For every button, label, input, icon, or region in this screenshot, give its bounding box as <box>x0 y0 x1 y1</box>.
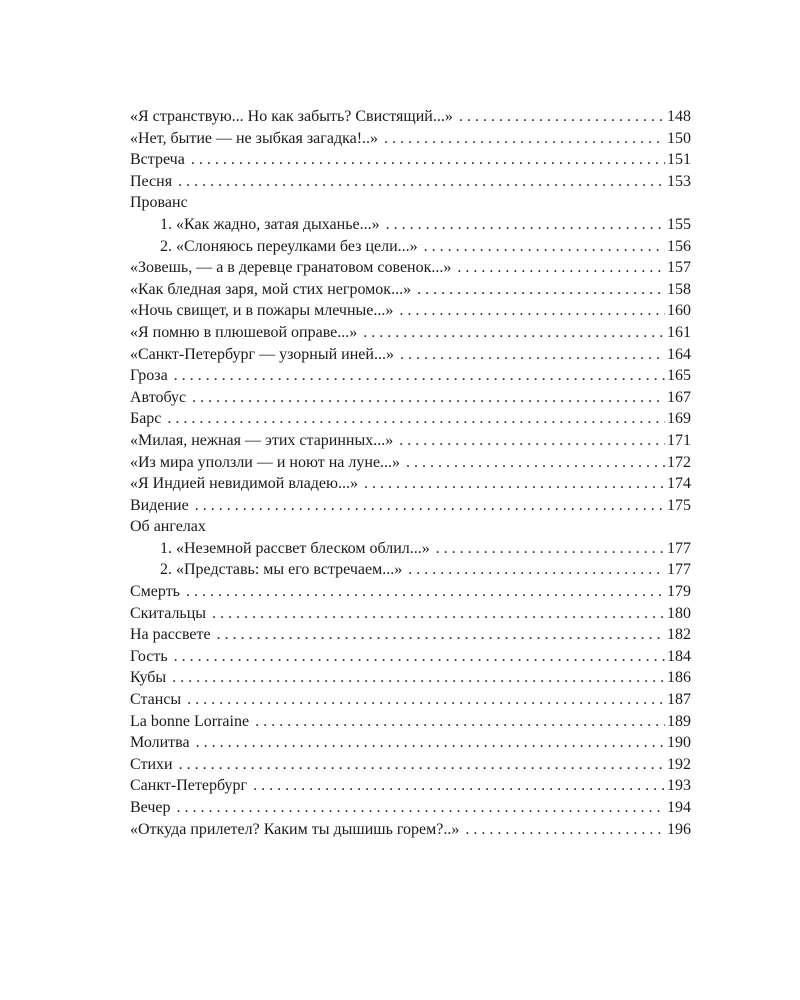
toc-section-heading <box>130 192 691 214</box>
toc-entry-title: «Ночь свищет, и в пожары млечные...» <box>130 302 394 320</box>
toc-entry-title: Автобус <box>130 388 187 406</box>
toc-entry <box>130 430 691 452</box>
toc-entry-title: Гость <box>130 647 168 665</box>
dot-leader <box>255 711 665 733</box>
dot-leader <box>384 128 665 150</box>
toc-entry-page: 179 <box>667 583 691 601</box>
toc-entry <box>130 775 691 797</box>
dot-leader <box>192 387 665 409</box>
dot-leader <box>436 538 665 560</box>
toc-entry <box>130 711 691 733</box>
toc-entry <box>130 452 691 474</box>
dot-leader <box>174 646 665 668</box>
toc-entry-page: 158 <box>667 280 691 298</box>
toc-entry-page: 193 <box>667 777 691 795</box>
toc-entry-page: 184 <box>667 647 691 665</box>
toc-entry-title: «Я странствую... Но как забыть? Свистящий...» <box>130 108 453 125</box>
dot-leader <box>364 473 665 495</box>
toc-subentry <box>130 214 691 236</box>
toc-section-title: Об ангелах <box>130 518 206 536</box>
toc-entry <box>130 754 691 776</box>
toc-entry-page: 169 <box>667 410 691 428</box>
toc-entry <box>130 732 691 754</box>
toc-entry <box>130 667 691 689</box>
toc-entry-page: 175 <box>667 496 691 514</box>
dot-leader <box>187 689 665 711</box>
dot-leader <box>196 732 665 754</box>
dot-leader <box>172 667 665 689</box>
toc-entry-page: 153 <box>667 172 691 190</box>
dot-leader <box>217 624 665 646</box>
toc-entry-page: 187 <box>667 691 691 709</box>
toc-entry <box>130 819 691 841</box>
dot-leader <box>167 408 665 430</box>
toc-entry-page: 155 <box>667 215 691 233</box>
dot-leader <box>400 344 665 366</box>
toc-entry-page: 171 <box>667 431 691 449</box>
toc-entry <box>130 279 691 301</box>
toc-entry <box>130 365 691 387</box>
toc-entry-page: 164 <box>667 345 691 363</box>
toc-entry <box>130 624 691 646</box>
toc-entry-title: Встреча <box>130 151 185 169</box>
toc-entry <box>130 646 691 668</box>
toc-entry <box>130 797 691 819</box>
toc-entry <box>130 603 691 625</box>
dot-leader <box>417 279 665 301</box>
toc-entry-title: «Откуда прилетел? Каким ты дышишь горем?..» <box>130 820 460 838</box>
dot-leader <box>195 495 665 517</box>
toc-entry-page: 177 <box>667 561 691 579</box>
toc-entry <box>130 581 691 603</box>
dot-leader <box>386 214 665 236</box>
toc-entry-title: На рассвете <box>130 626 211 644</box>
toc-entry-page: 151 <box>667 151 691 169</box>
toc-entry-page: 157 <box>667 259 691 277</box>
dot-leader <box>179 754 665 776</box>
toc-entry-page: 161 <box>667 323 691 341</box>
toc-entry-title: «Милая, нежная — этих старинных...» <box>130 431 394 449</box>
dot-leader <box>406 452 665 474</box>
toc-entry-title: «Из мира уползли — и ноют на луне...» <box>130 453 401 471</box>
toc-entry <box>130 473 691 495</box>
toc-entry-title: «Я Индией невидимой владею...» <box>130 475 358 493</box>
toc-entry-title: 2. «Представь: мы его встречаем...» <box>160 561 403 579</box>
toc-entry <box>130 171 691 193</box>
toc-entry-page: 189 <box>667 712 691 730</box>
toc-entry <box>130 106 691 128</box>
toc-subentry <box>130 559 691 581</box>
toc-entry-title: Смерть <box>130 583 180 601</box>
dot-leader <box>399 430 665 452</box>
dot-leader <box>459 106 665 128</box>
toc-entry-title: Скитальцы <box>130 604 207 622</box>
toc-entry-title: «Нет, бытие — не зыбкая загадка!..» <box>130 129 379 147</box>
table-of-contents <box>130 106 691 840</box>
dot-leader <box>457 257 665 279</box>
toc-entry-title: 1. «Неземной рассвет блеском облил...» <box>160 539 430 557</box>
toc-entry-title: Вечер <box>130 799 171 816</box>
toc-entry-page: 177 <box>667 539 691 557</box>
toc-entry <box>130 257 691 279</box>
toc-entry <box>130 689 691 711</box>
toc-entry-page: 180 <box>667 604 691 622</box>
toc-entry-title: Стансы <box>130 691 182 709</box>
toc-entry-title: 1. «Как жадно, затая дыханье...» <box>160 215 380 233</box>
dot-leader <box>408 559 665 581</box>
dot-leader <box>186 581 665 603</box>
toc-entry-page: 150 <box>667 129 691 147</box>
toc-entry-title: Стихи <box>130 755 173 773</box>
toc-entry-page: 160 <box>667 302 691 320</box>
toc-entry-page: 182 <box>667 626 691 644</box>
toc-entry-title: Молитва <box>130 734 190 752</box>
toc-entry-title: «Как бледная заря, мой стих негромок...» <box>130 280 412 298</box>
toc-entry-title: Песня <box>130 172 173 190</box>
toc-entry-page: 174 <box>667 475 691 493</box>
toc-entry-page: 167 <box>667 388 691 406</box>
toc-entry <box>130 387 691 409</box>
toc-subentry <box>130 538 691 560</box>
dot-leader <box>212 603 665 625</box>
toc-entry-title: «Зовешь, — а в деревце гранатовом совенок...» <box>130 259 452 277</box>
toc-entry-page: 165 <box>667 367 691 385</box>
toc-entry-title: Барс <box>130 410 162 428</box>
toc-entry <box>130 344 691 366</box>
toc-entry-page: 148 <box>667 108 691 125</box>
toc-entry-page: 172 <box>667 453 691 471</box>
toc-entry <box>130 300 691 322</box>
dot-leader <box>399 300 665 322</box>
toc-entry-title: Санкт-Петербург <box>130 777 248 795</box>
toc-entry-page: 156 <box>667 237 691 255</box>
toc-entry-title: «Я помню в плюшевой оправе...» <box>130 323 358 341</box>
dot-leader <box>191 149 665 171</box>
toc-entry-page: 196 <box>667 820 691 838</box>
toc-section-title: Прованс <box>130 194 188 212</box>
dot-leader <box>424 236 665 258</box>
dot-leader <box>177 797 665 819</box>
toc-entry-title: Видение <box>130 496 189 514</box>
toc-entry-title: Гроза <box>130 367 168 385</box>
toc-entry-title: La bonne Lorraine <box>130 712 250 730</box>
toc-entry-page: 190 <box>667 734 691 752</box>
toc-entry-title: 2. «Слоняюсь переулками без цели...» <box>160 237 418 255</box>
toc-entry-page: 192 <box>667 755 691 773</box>
toc-entry <box>130 128 691 150</box>
toc-entry-title: Кубы <box>130 669 167 687</box>
toc-section-heading <box>130 516 691 538</box>
toc-entry-title: «Санкт-Петербург — узорный иней...» <box>130 345 394 363</box>
dot-leader <box>363 322 665 344</box>
toc-entry <box>130 322 691 344</box>
dot-leader <box>178 171 665 193</box>
toc-entry-page: 186 <box>667 669 691 687</box>
dot-leader <box>253 775 665 797</box>
dot-leader <box>465 819 665 841</box>
toc-entry <box>130 495 691 517</box>
toc-entry-page: 194 <box>667 799 691 816</box>
dot-leader <box>174 365 665 387</box>
toc-entry <box>130 408 691 430</box>
toc-subentry <box>130 236 691 258</box>
toc-entry <box>130 149 691 171</box>
